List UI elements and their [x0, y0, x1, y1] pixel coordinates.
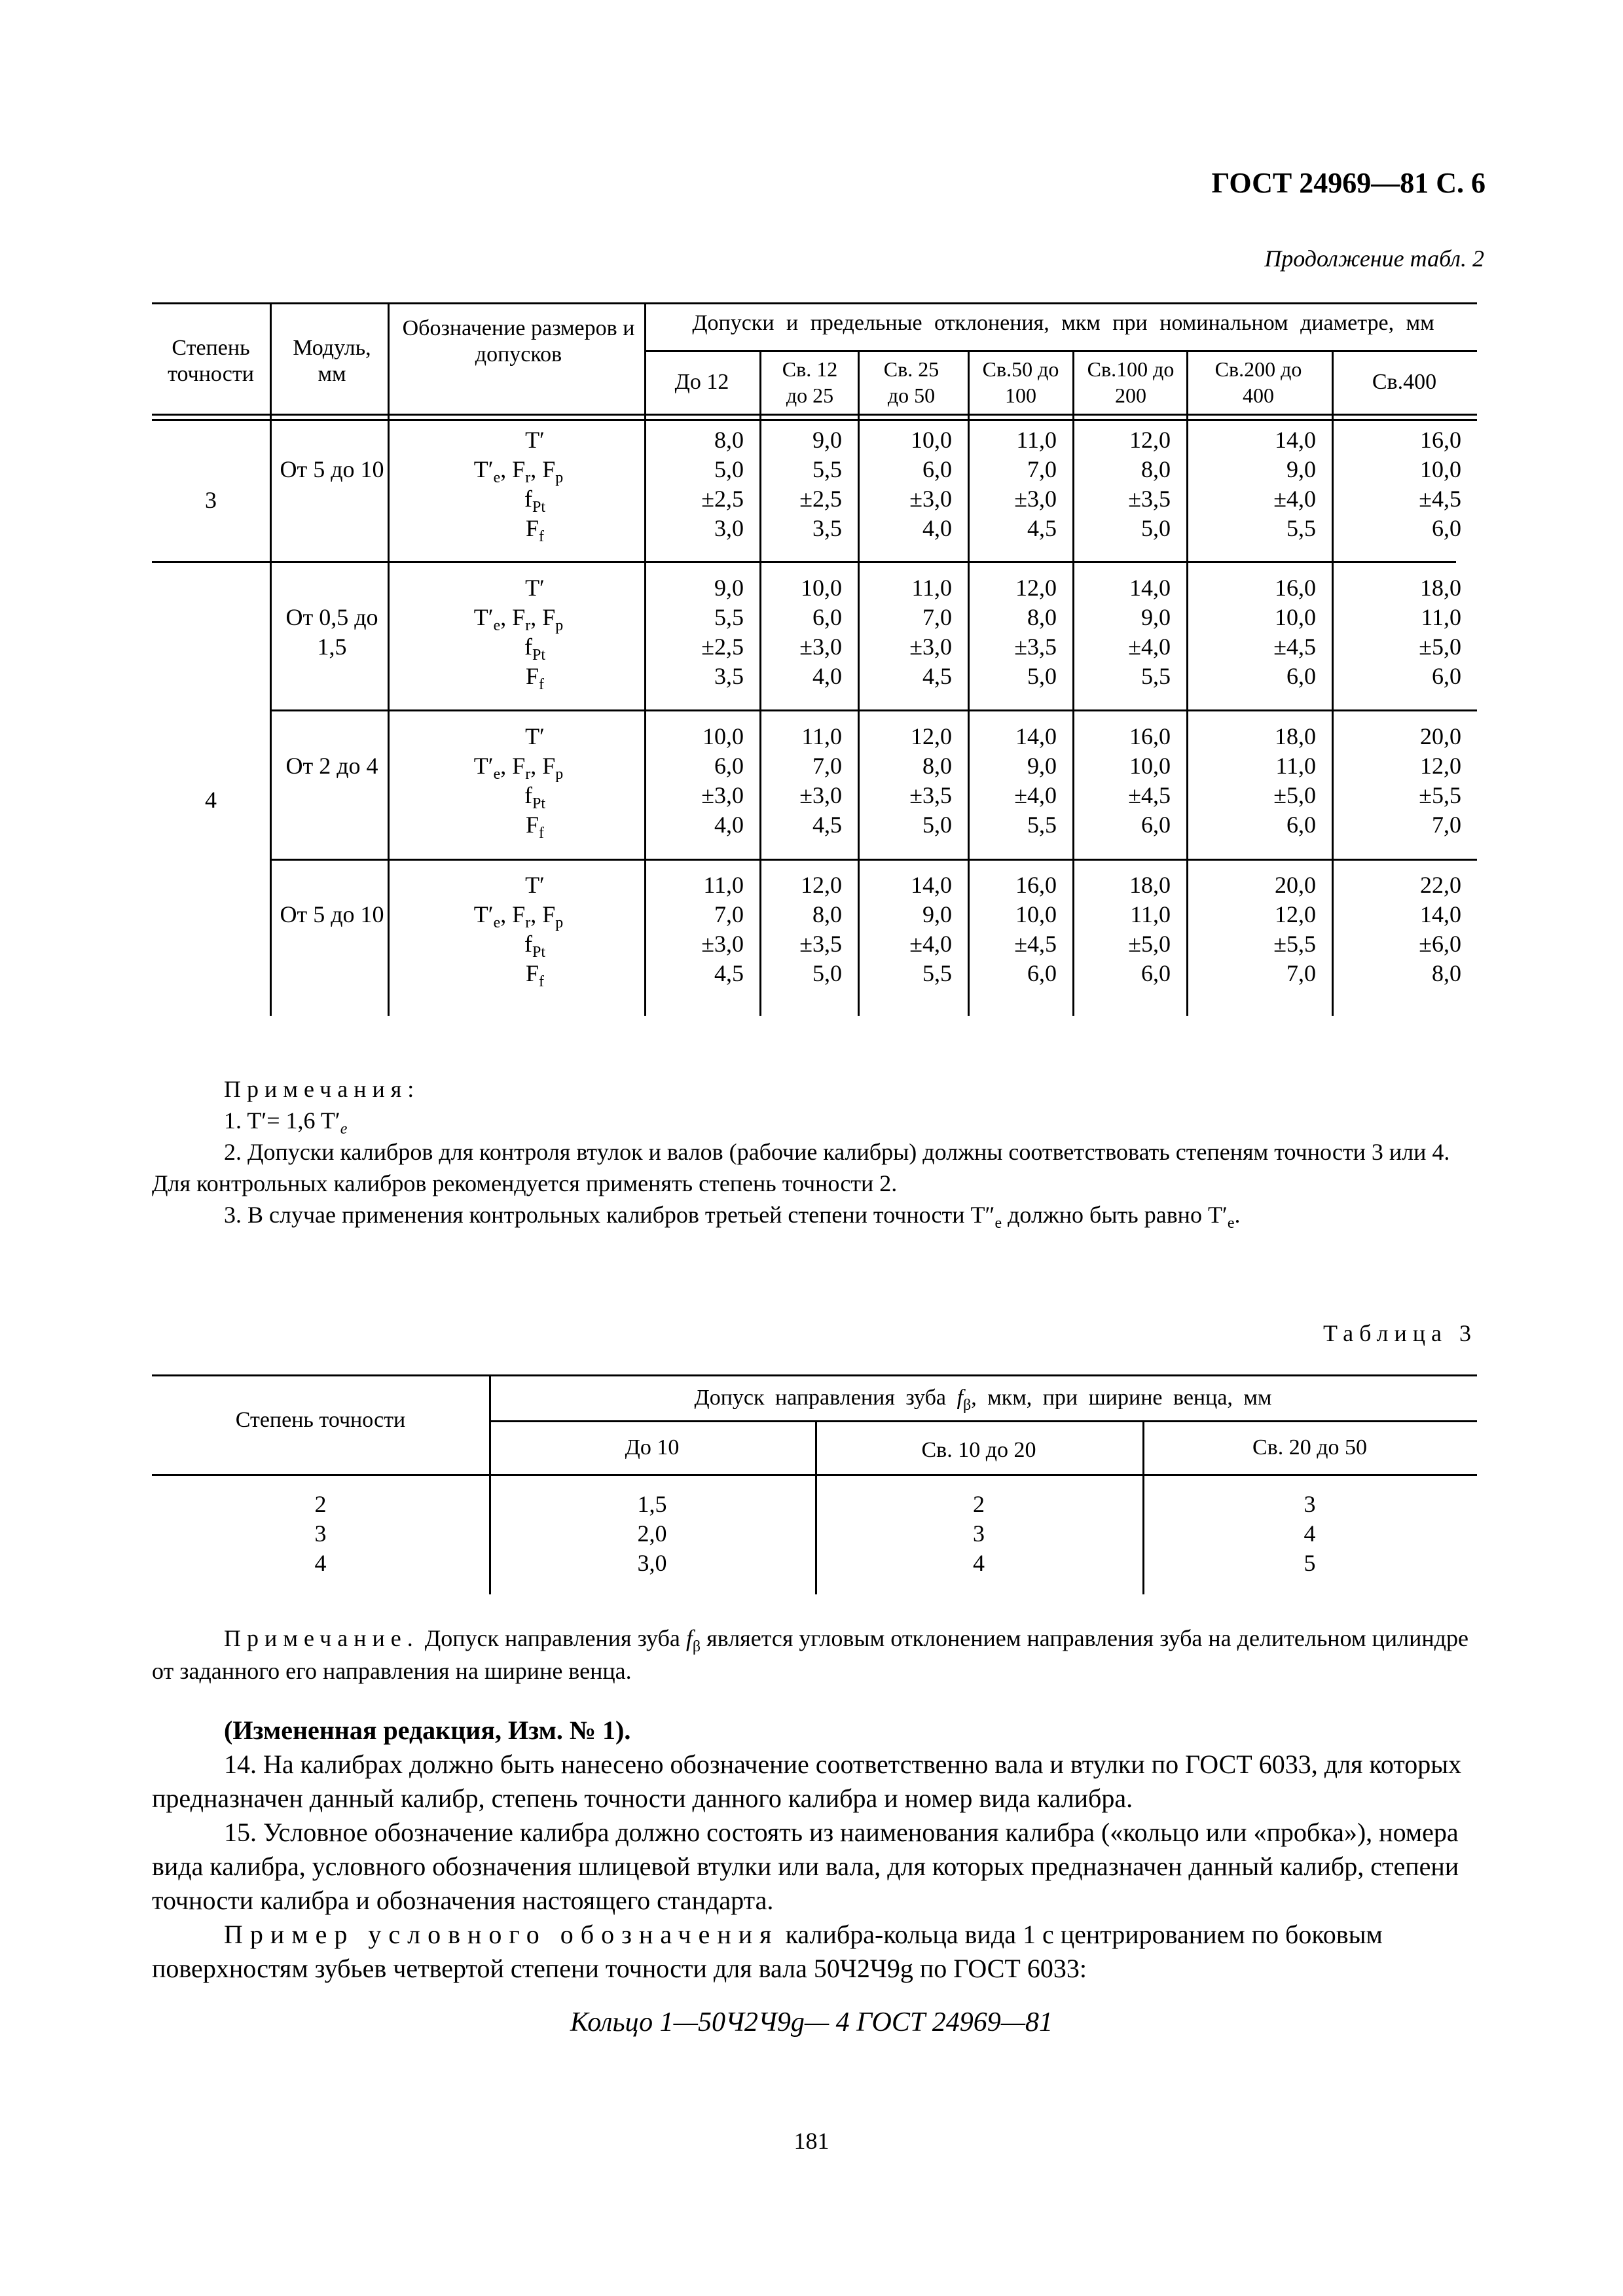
value-cell: 16,0 10,0 ±4,5 6,0 [1014, 872, 1057, 986]
value-cell: 11,0 7,0 ±3,0 4,5 [1014, 427, 1057, 541]
value-cell: 12,0 8,0 ±3,5 5,0 [1128, 427, 1171, 541]
note-word: Примечание. [224, 1625, 419, 1651]
note-3: 3. В случае применения контрольных калибров третьей степени точности $T''_e$ должно быть равно $T'_e$. [224, 1202, 1241, 1232]
module-cell: От 2 до 4 [285, 753, 378, 779]
value-cell: 12,0 8,0 ±3,5 5,0 [1014, 575, 1057, 689]
value-cell: 14,0 9,0 ±4,0 5,5 [1128, 575, 1171, 689]
note-1: 1. T′= 1,6 $T'_e$ [224, 1107, 348, 1138]
value-cell: 18,0 11,0 ±5,0 6,0 [1419, 575, 1461, 689]
value-cell: 20,0 12,0 ±5,5 7,0 [1419, 723, 1461, 838]
amended-note: (Измененная редакция, Изм. № 1). [224, 1715, 631, 1745]
designation-cell: T′ $T'_e$, $F_r$, $F_p$ $f_{Pt}$ $F_f$ [473, 723, 564, 842]
subcol-5: Св.100 до 200 [1087, 357, 1175, 407]
table-continuation-label: Продолжение табл. 2 [1264, 245, 1484, 272]
value-cell: 9,0 5,5 ±2,5 3,5 [701, 575, 744, 689]
value-cell: 18,0 11,0 ±5,0 6,0 [1128, 872, 1171, 986]
value-cell: 18,0 11,0 ±5,0 6,0 [1273, 723, 1316, 838]
subcol-3: Св. 25 до 50 [883, 357, 939, 407]
t3-degrees: 2 3 4 [314, 1491, 327, 1576]
subcol-4: Св.50 до 100 [982, 357, 1059, 407]
subcol-2: Св. 12 до 25 [782, 357, 838, 407]
subcol-6: Св.200 до 400 [1214, 357, 1302, 407]
page-header: ГОСТ 24969—81 С. 6 [1211, 167, 1486, 199]
table-3 [152, 1374, 1477, 1594]
value-cell: 11,0 7,0 ±3,0 4,5 [701, 872, 744, 986]
subcol-7: Св.400 [1372, 370, 1437, 394]
degree-4: 4 [205, 787, 217, 813]
paragraph-14: 14. На калибрах должно быть нанесено обозначение соответственно вала и втулки по ГОСТ 6033, для которых предназначен данный калибр, степень точности данного калибра и номер вида калибра. [152, 1749, 1462, 1813]
value-cell: 11,0 7,0 ±3,0 4,5 [799, 723, 842, 838]
t3-subcol-2: Св. 10 до 20 [921, 1438, 1036, 1462]
value-cell: 16,0 10,0 ±4,5 6,0 [1273, 575, 1316, 689]
table-2-notes [152, 1073, 1477, 1230]
paragraph-15: 15. Условное обозначение калибра должно состоять из наименования калибра («кольцо или «пробка»), номера вида калибра, условного обозначения шлицевой втулки или вала, для которых предназначен данный калибр, степени точности калибра и обозначения настоящего стандарта. [152, 1818, 1459, 1915]
t3-header-tolerance: Допуск направления зуба $f_\beta$, мкм, при ширине венца, мм [694, 1386, 1272, 1414]
notes-heading: Примечания: [224, 1076, 420, 1102]
example-text: калибра-кольца вида 1 с центрированием по боковым поверхностям зубьев четвертой степени точности для вала 50Ч2Ч9g по ГОСТ 6033: [152, 1920, 1383, 1983]
module-cell: От 0,5 до 1,5 [285, 604, 378, 660]
value-cell: 10,0 6,0 ±3,0 4,0 [799, 575, 842, 689]
value-cell: 14,0 9,0 ±4,0 5,5 [909, 872, 952, 986]
t3-header-degree: Степень точности [235, 1408, 406, 1432]
value-cell: 12,0 8,0 ±3,5 5,0 [799, 872, 842, 986]
value-cell: 8,0 5,0 ±2,5 3,0 [701, 427, 744, 541]
value-cell: 12,0 8,0 ±3,5 5,0 [909, 723, 952, 838]
page-number: 181 [793, 2128, 830, 2154]
header-degree: Степень точности [168, 336, 254, 386]
degree-3: 3 [205, 487, 217, 513]
value-cell: 22,0 14,0 ±6,0 8,0 [1419, 872, 1461, 986]
designation-cell: T′ $T'_e$, $F_r$, $F_p$ $f_{Pt}$ $F_f$ [473, 872, 564, 990]
note-2: 2. Допуски калибров для контроля втулок и валов (рабочие калибры) должны соответствовать степеням точности 3 или 4. Для контрольных калибров рекомендуется применять степень точности 2. [152, 1139, 1450, 1196]
value-cell: 9,0 5,5 ±2,5 3,5 [799, 427, 842, 541]
value-cell: 14,0 9,0 ±4,0 5,5 [1014, 723, 1057, 838]
value-cell: 10,0 6,0 ±3,0 4,0 [909, 427, 952, 541]
value-cell: 10,0 6,0 ±3,0 4,0 [701, 723, 744, 838]
t3-col2: 2 3 4 [973, 1491, 985, 1576]
t3-col3: 3 4 5 [1304, 1491, 1316, 1576]
example-lead: Пример условного обозначения [224, 1920, 779, 1949]
header-designation: Обозначение размеров и допусков [402, 316, 635, 367]
header-module: Модуль, мм [293, 336, 371, 386]
designation-cell: T′ $T'_e$, $F_r$, $F_p$ $f_{Pt}$ $F_f$ [473, 427, 564, 545]
t3-subcol-1: До 10 [625, 1435, 680, 1460]
value-cell: 11,0 7,0 ±3,0 4,5 [909, 575, 952, 689]
t3-col1: 1,5 2,0 3,0 [637, 1491, 667, 1576]
designation-cell: T′ $T'_e$, $F_r$, $F_p$ $f_{Pt}$ $F_f$ [473, 575, 564, 693]
header-tolerances: Допуски и предельные отклонения, мкм при номинальном диаметре, мм [692, 311, 1434, 335]
t3-subcol-3: Св. 20 до 50 [1252, 1435, 1368, 1460]
value-cell: 20,0 12,0 ±5,5 7,0 [1273, 872, 1316, 986]
table-3-label: Таблица 3 [1323, 1320, 1477, 1346]
value-cell: 16,0 10,0 ±4,5 6,0 [1128, 723, 1171, 838]
subcol-1: До 12 [674, 370, 729, 394]
value-cell: 16,0 10,0 ±4,5 6,0 [1419, 427, 1461, 541]
value-cell: 14,0 9,0 ±4,0 5,5 [1273, 427, 1316, 541]
body-text [152, 1713, 1477, 1986]
table-3-note: Примечание. Допуск направления зуба $f_\beta$ является угловым отклонением направления зуба на делительном цилиндре от заданного его направления на ширине венца. [152, 1625, 1468, 1684]
example-paragraph [152, 1918, 1477, 1986]
table-2 [152, 302, 1477, 1016]
example-formula: Кольцо 1—50Ч2Ч9g— 4 ГОСТ 24969—81 [570, 2007, 1053, 2037]
module-cell: От 5 до 10 [280, 456, 384, 482]
module-cell: От 5 до 10 [280, 901, 384, 927]
